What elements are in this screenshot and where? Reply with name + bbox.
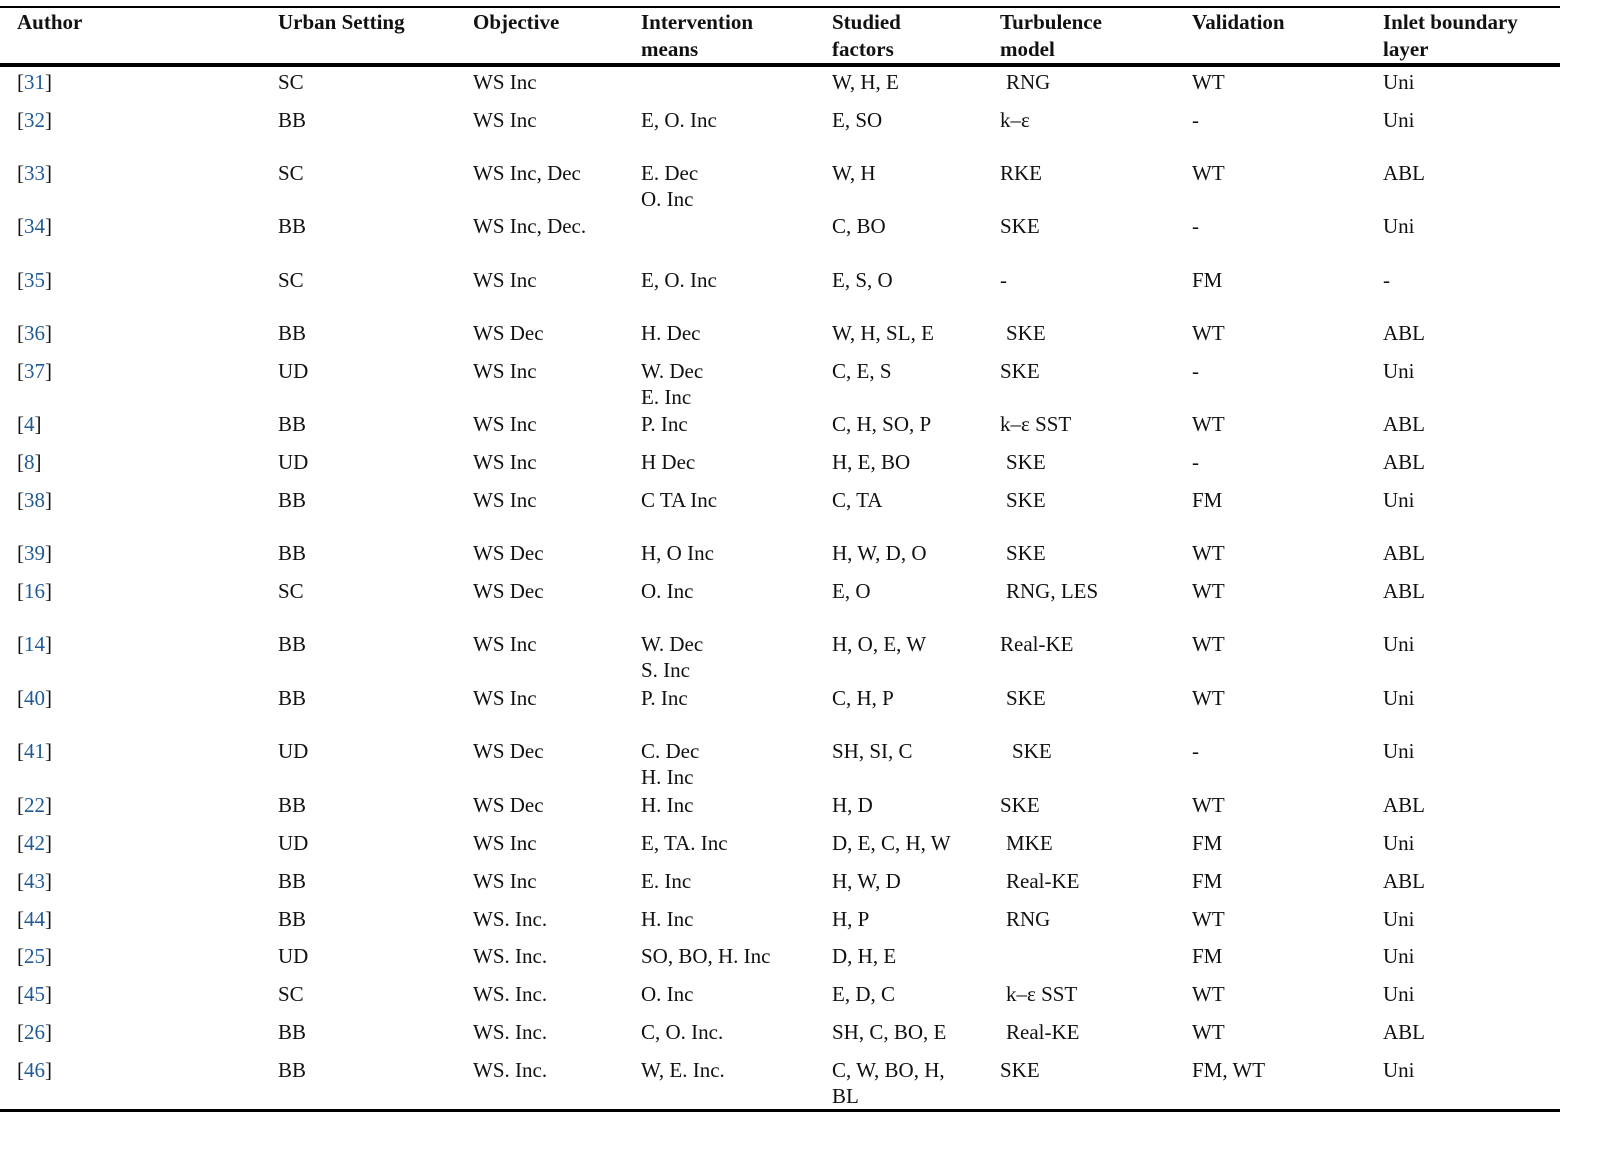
inlet-boundary-layer-cell: ABL — [1383, 412, 1425, 436]
objective-cell: WS Inc — [473, 70, 537, 94]
urban-setting-cell: BB — [278, 1020, 307, 1044]
studied-factors-cell: H, W, D, O — [832, 541, 927, 565]
author-cell: [43] — [17, 869, 52, 893]
header-turbulence-model — [1000, 9, 1102, 63]
validation-cell: WT — [1192, 321, 1225, 345]
studied-factors-cell: C, H, P — [832, 686, 894, 710]
turbulence-model-cell: SKE — [1006, 321, 1046, 345]
urban-setting-cell: UD — [278, 739, 309, 763]
reference-link[interactable]: 37 — [24, 359, 45, 383]
header-line: Turbulence — [1000, 10, 1102, 34]
intervention-means-cell: E. Dec O. Inc — [641, 161, 699, 211]
author-cell: [34] — [17, 214, 52, 238]
urban-setting-cell: BB — [278, 488, 307, 512]
objective-cell: WS Dec — [473, 321, 544, 345]
reference-link[interactable]: 16 — [24, 579, 45, 603]
turbulence-model-cell: k–ε SST — [1006, 982, 1078, 1006]
inlet-boundary-layer-cell: Uni — [1383, 108, 1415, 132]
objective-cell: WS Inc — [473, 268, 537, 292]
header-line: Urban Setting — [278, 10, 405, 34]
author-cell: [25] — [17, 944, 52, 968]
author-cell: [33] — [17, 161, 52, 185]
studied-factors-cell: H, P — [832, 907, 870, 931]
author-cell: [41] — [17, 739, 52, 763]
studied-factors-cell: H, D — [832, 793, 873, 817]
reference-link[interactable]: 44 — [24, 907, 45, 931]
validation-cell: WT — [1192, 907, 1225, 931]
studied-factors-cell: H, E, BO — [832, 450, 911, 474]
turbulence-model-cell: Real-KE — [1006, 869, 1080, 893]
turbulence-model-cell: MKE — [1006, 831, 1053, 855]
validation-cell: WT — [1192, 161, 1225, 185]
urban-setting-cell: UD — [278, 831, 309, 855]
header-line: Author — [17, 10, 83, 34]
author-cell: [26] — [17, 1020, 52, 1044]
intervention-means-cell: O. Inc — [641, 982, 694, 1006]
studied-factors-cell: C, H, SO, P — [832, 412, 932, 436]
reference-link[interactable]: 33 — [24, 161, 45, 185]
studied-factors-cell: H, O, E, W — [832, 632, 927, 656]
header-line: factors — [832, 37, 894, 61]
inlet-boundary-layer-cell: Uni — [1383, 488, 1415, 512]
validation-cell: WT — [1192, 632, 1225, 656]
author-cell: [35] — [17, 268, 52, 292]
header-line: Inlet boundary — [1383, 10, 1518, 34]
inlet-boundary-layer-cell: ABL — [1383, 161, 1425, 185]
studied-factors-cell: D, H, E — [832, 944, 897, 968]
inlet-boundary-layer-cell: Uni — [1383, 944, 1415, 968]
turbulence-model-cell: k–ε SST — [1000, 412, 1072, 436]
objective-cell: WS Inc — [473, 450, 537, 474]
intervention-means-cell: C TA Inc — [641, 488, 718, 512]
inlet-boundary-layer-cell: Uni — [1383, 686, 1415, 710]
urban-setting-cell: BB — [278, 869, 307, 893]
studied-factors-cell: D, E, C, H, W — [832, 831, 951, 855]
header-validation — [1192, 9, 1285, 36]
author-cell: [22] — [17, 793, 52, 817]
validation-cell: - — [1192, 359, 1199, 383]
reference-link[interactable]: 31 — [24, 70, 45, 94]
validation-cell: - — [1192, 739, 1199, 763]
inlet-boundary-layer-cell: Uni — [1383, 214, 1415, 238]
intervention-means-cell: W, E. Inc. — [641, 1058, 725, 1082]
validation-cell: - — [1192, 214, 1199, 238]
objective-cell: WS Inc — [473, 488, 537, 512]
reference-link[interactable]: 39 — [24, 541, 45, 565]
intervention-means-cell: O. Inc — [641, 579, 694, 603]
urban-setting-cell: UD — [278, 450, 309, 474]
intervention-means-cell: W. Dec E. Inc — [641, 359, 704, 409]
turbulence-model-cell: SKE — [1000, 1058, 1040, 1082]
reference-link[interactable]: 46 — [24, 1058, 45, 1082]
turbulence-model-cell: Real-KE — [1000, 632, 1074, 656]
studied-factors-cell: W, H — [832, 161, 876, 185]
intervention-means-cell: E, O. Inc — [641, 268, 717, 292]
inlet-boundary-layer-cell: Uni — [1383, 982, 1415, 1006]
turbulence-model-cell: RNG — [1006, 70, 1051, 94]
validation-cell: FM — [1192, 268, 1223, 292]
intervention-means-cell: H. Inc — [641, 793, 694, 817]
author-cell: [4] — [17, 412, 42, 436]
header-inlet-boundary-layer — [1383, 9, 1518, 63]
objective-cell: WS Inc — [473, 632, 537, 656]
intervention-means-cell: H, O Inc — [641, 541, 714, 565]
reference-link[interactable]: 8 — [24, 450, 35, 474]
reference-link[interactable]: 32 — [24, 108, 45, 132]
validation-cell: FM — [1192, 944, 1223, 968]
author-cell: [8] — [17, 450, 42, 474]
reference-link[interactable]: 34 — [24, 214, 45, 238]
author-cell: [16] — [17, 579, 52, 603]
author-cell: [36] — [17, 321, 52, 345]
author-cell: [42] — [17, 831, 52, 855]
header-line: model — [1000, 37, 1055, 61]
intervention-means-cell: C. Dec H. Inc — [641, 739, 700, 789]
turbulence-model-cell: RKE — [1000, 161, 1042, 185]
intervention-means-cell: H. Inc — [641, 907, 694, 931]
urban-setting-cell: BB — [278, 1058, 307, 1082]
inlet-boundary-layer-cell: - — [1383, 268, 1390, 292]
top-rule — [0, 6, 1560, 8]
validation-cell: FM — [1192, 869, 1223, 893]
inlet-boundary-layer-cell: ABL — [1383, 793, 1425, 817]
urban-setting-cell: BB — [278, 793, 307, 817]
validation-cell: FM — [1192, 488, 1223, 512]
inlet-boundary-layer-cell: Uni — [1383, 739, 1415, 763]
author-cell: [44] — [17, 907, 52, 931]
studied-factors-cell: H, W, D — [832, 869, 901, 893]
objective-cell: WS Inc — [473, 108, 537, 132]
intervention-means-cell: C, O. Inc. — [641, 1020, 724, 1044]
header-line: Intervention — [641, 10, 753, 34]
studied-factors-cell: SH, C, BO, E — [832, 1020, 947, 1044]
inlet-boundary-layer-cell: ABL — [1383, 321, 1425, 345]
bottom-rule — [0, 1109, 1560, 1112]
turbulence-model-cell: k–ε — [1000, 108, 1030, 132]
validation-cell: WT — [1192, 793, 1225, 817]
validation-cell: WT — [1192, 1020, 1225, 1044]
objective-cell: WS Inc — [473, 412, 537, 436]
turbulence-model-cell: Real-KE — [1006, 1020, 1080, 1044]
reference-link[interactable]: 35 — [24, 268, 45, 292]
inlet-boundary-layer-cell: Uni — [1383, 1058, 1415, 1082]
header-line: layer — [1383, 37, 1429, 61]
objective-cell: WS. Inc. — [473, 907, 548, 931]
inlet-boundary-layer-cell: ABL — [1383, 869, 1425, 893]
intervention-means-cell: P. Inc — [641, 686, 688, 710]
studied-factors-cell: C, E, S — [832, 359, 892, 383]
header-line: Objective — [473, 10, 560, 34]
studied-factors-cell: E, SO — [832, 108, 883, 132]
objective-cell: WS Dec — [473, 739, 544, 763]
inlet-boundary-layer-cell: Uni — [1383, 70, 1415, 94]
objective-cell: WS Inc — [473, 359, 537, 383]
validation-cell: WT — [1192, 579, 1225, 603]
urban-setting-cell: BB — [278, 412, 307, 436]
objective-cell: WS Inc, Dec. — [473, 214, 587, 238]
validation-cell: - — [1192, 108, 1199, 132]
urban-setting-cell: SC — [278, 982, 304, 1006]
turbulence-model-cell: SKE — [1006, 450, 1046, 474]
inlet-boundary-layer-cell: ABL — [1383, 541, 1425, 565]
inlet-boundary-layer-cell: Uni — [1383, 831, 1415, 855]
reference-link[interactable]: 26 — [24, 1020, 45, 1044]
intervention-means-cell: E. Inc — [641, 869, 692, 893]
author-cell: [31] — [17, 70, 52, 94]
header-urban-setting — [278, 9, 405, 36]
reference-link[interactable]: 4 — [24, 412, 35, 436]
urban-setting-cell: BB — [278, 321, 307, 345]
header-objective — [473, 9, 559, 36]
studied-factors-cell: E, O — [832, 579, 871, 603]
studied-factors-cell: SH, SI, C — [832, 739, 913, 763]
author-cell: [45] — [17, 982, 52, 1006]
urban-setting-cell: SC — [278, 268, 304, 292]
objective-cell: WS Dec — [473, 579, 544, 603]
urban-setting-cell: BB — [278, 907, 307, 931]
urban-setting-cell: SC — [278, 161, 304, 185]
reference-link[interactable]: 43 — [24, 869, 45, 893]
reference-link[interactable]: 14 — [24, 632, 45, 656]
intervention-means-cell: P. Inc — [641, 412, 688, 436]
objective-cell: WS Dec — [473, 541, 544, 565]
validation-cell: FM, WT — [1192, 1058, 1266, 1082]
author-cell: [39] — [17, 541, 52, 565]
inlet-boundary-layer-cell: ABL — [1383, 1020, 1425, 1044]
intervention-means-cell: E, O. Inc — [641, 108, 717, 132]
studied-factors-cell: W, H, SL, E — [832, 321, 934, 345]
validation-cell: WT — [1192, 412, 1225, 436]
reference-link[interactable]: 22 — [24, 793, 45, 817]
author-cell: [38] — [17, 488, 52, 512]
objective-cell: WS Inc — [473, 831, 537, 855]
validation-cell: WT — [1192, 686, 1225, 710]
author-cell: [32] — [17, 108, 52, 132]
inlet-boundary-layer-cell: ABL — [1383, 579, 1425, 603]
objective-cell: WS. Inc. — [473, 944, 548, 968]
author-cell: [40] — [17, 686, 52, 710]
urban-setting-cell: SC — [278, 70, 304, 94]
reference-link[interactable]: 36 — [24, 321, 45, 345]
urban-setting-cell: UD — [278, 359, 309, 383]
reference-link[interactable]: 41 — [24, 739, 45, 763]
header-line: Validation — [1192, 10, 1285, 34]
intervention-means-cell: E, TA. Inc — [641, 831, 728, 855]
header-rule — [0, 63, 1560, 67]
validation-cell: - — [1192, 450, 1199, 474]
turbulence-model-cell: SKE — [1000, 214, 1040, 238]
validation-cell: FM — [1192, 831, 1223, 855]
author-cell: [46] — [17, 1058, 52, 1082]
studied-factors-cell: E, S, O — [832, 268, 893, 292]
turbulence-model-cell: RNG, LES — [1006, 579, 1099, 603]
studied-factors-cell: C, TA — [832, 488, 883, 512]
turbulence-model-cell: SKE — [1000, 793, 1040, 817]
intervention-means-cell: H. Dec — [641, 321, 701, 345]
objective-cell: WS Inc — [473, 869, 537, 893]
author-cell: [37] — [17, 359, 52, 383]
validation-cell: WT — [1192, 70, 1225, 94]
author-cell: [14] — [17, 632, 52, 656]
urban-setting-cell: BB — [278, 686, 307, 710]
validation-cell: WT — [1192, 541, 1225, 565]
urban-setting-cell: UD — [278, 944, 309, 968]
reference-link[interactable]: 42 — [24, 831, 45, 855]
reference-link[interactable]: 25 — [24, 944, 45, 968]
objective-cell: WS Inc — [473, 686, 537, 710]
reference-link[interactable]: 38 — [24, 488, 45, 512]
reference-link[interactable]: 40 — [24, 686, 45, 710]
turbulence-model-cell: SKE — [1006, 686, 1046, 710]
header-author — [17, 9, 82, 36]
inlet-boundary-layer-cell: Uni — [1383, 359, 1415, 383]
intervention-means-cell: W. Dec S. Inc — [641, 632, 704, 682]
urban-setting-cell: BB — [278, 541, 307, 565]
intervention-means-cell: H Dec — [641, 450, 696, 474]
studied-factors-cell: W, H, E — [832, 70, 899, 94]
studied-factors-cell: E, D, C — [832, 982, 895, 1006]
header-studied-factors — [832, 9, 901, 63]
intervention-means-cell: SO, BO, H. Inc — [641, 944, 771, 968]
studied-factors-cell: C, BO — [832, 214, 886, 238]
urban-setting-cell: BB — [278, 214, 307, 238]
reference-link[interactable]: 45 — [24, 982, 45, 1006]
urban-setting-cell: BB — [278, 108, 307, 132]
urban-setting-cell: BB — [278, 632, 307, 656]
header-line: means — [641, 37, 699, 61]
turbulence-model-cell: RNG — [1006, 907, 1051, 931]
objective-cell: WS. Inc. — [473, 982, 548, 1006]
inlet-boundary-layer-cell: Uni — [1383, 632, 1415, 656]
inlet-boundary-layer-cell: Uni — [1383, 907, 1415, 931]
header-intervention-means — [641, 9, 753, 63]
header-line: Studied — [832, 10, 901, 34]
urban-setting-cell: SC — [278, 579, 304, 603]
turbulence-model-cell: SKE — [1012, 739, 1052, 763]
objective-cell: WS. Inc. — [473, 1020, 548, 1044]
objective-cell: WS. Inc. — [473, 1058, 548, 1082]
turbulence-model-cell: SKE — [1000, 359, 1040, 383]
studied-factors-cell: C, W, BO, H, BL — [832, 1058, 945, 1108]
turbulence-model-cell: SKE — [1006, 541, 1046, 565]
validation-cell: WT — [1192, 982, 1225, 1006]
turbulence-model-cell: SKE — [1006, 488, 1046, 512]
objective-cell: WS Dec — [473, 793, 544, 817]
objective-cell: WS Inc, Dec — [473, 161, 581, 185]
inlet-boundary-layer-cell: ABL — [1383, 450, 1425, 474]
turbulence-model-cell: - — [1000, 268, 1007, 292]
